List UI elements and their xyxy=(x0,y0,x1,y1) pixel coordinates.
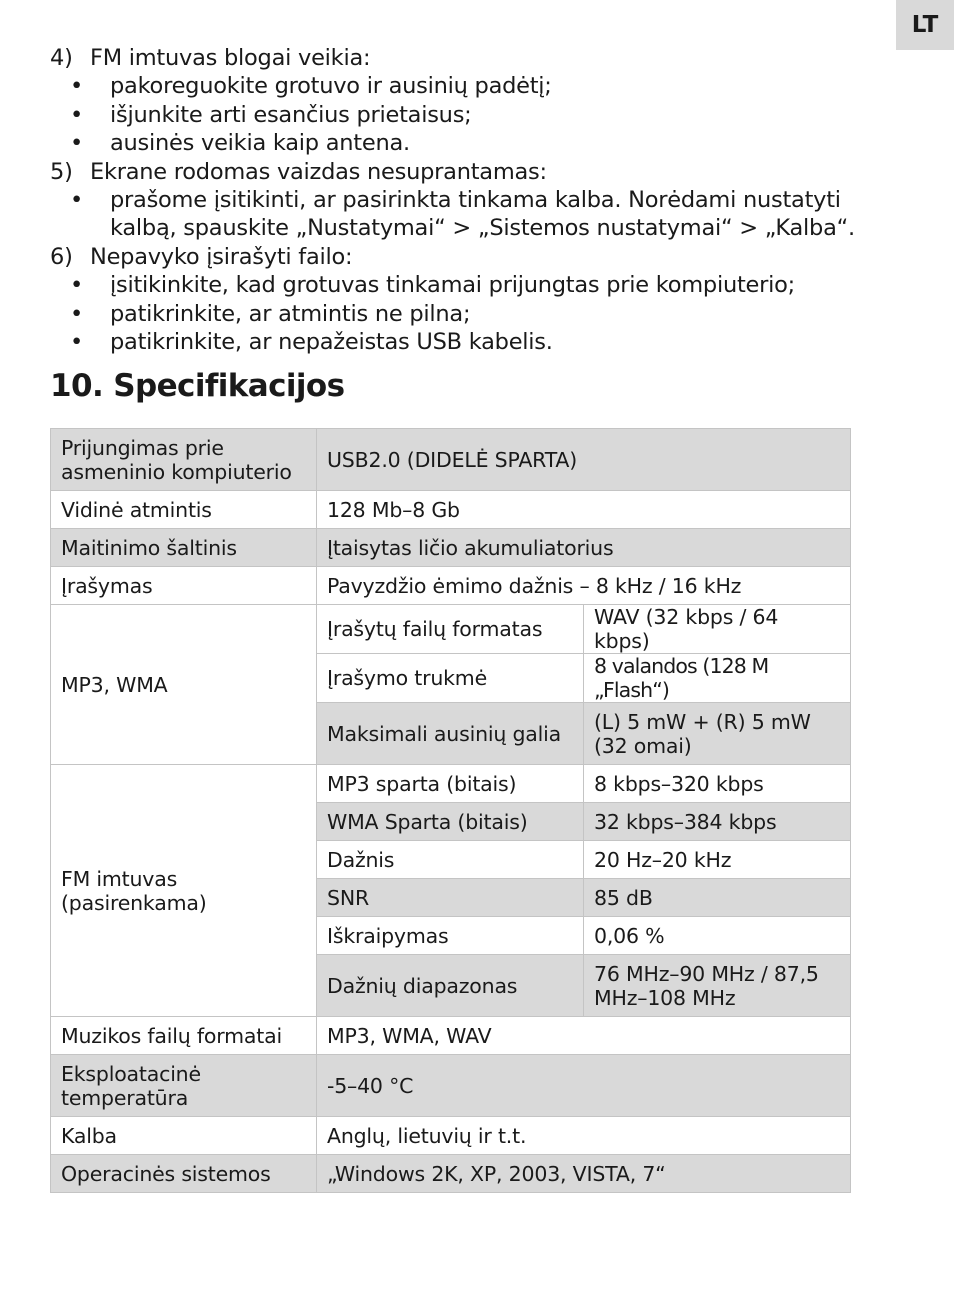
language-tab: LT xyxy=(896,0,954,50)
spec-label: Vidinė atmintis xyxy=(51,491,317,529)
list-item: • pakoreguokite grotuvo ir ausinių padėtį; xyxy=(70,73,552,100)
bullet-icon: • xyxy=(70,300,84,327)
item-4: 4) FM imtuvas blogai veikia: xyxy=(50,45,371,71)
spec-table xyxy=(50,428,851,1193)
spec-sub-label: Dažnis xyxy=(317,841,584,879)
table-row xyxy=(51,491,851,529)
bullet-icon: • xyxy=(70,272,84,299)
troubleshooting-list xyxy=(50,44,870,356)
bullet-icon: • xyxy=(70,187,84,214)
list-item: • ausinės veikia kaip antena. xyxy=(70,130,410,157)
spec-value: Pavyzdžio ėmimo dažnis – 8 kHz / 16 kHz xyxy=(317,567,851,605)
spec-sub-value: 76 MHz–90 MHz / 87,5 MHz–108 MHz xyxy=(584,955,851,1017)
table-row xyxy=(51,1017,851,1055)
item-6: 6) Nepavyko įsirašyti failo: xyxy=(50,243,353,270)
list-item: • patikrinkite, ar nepažeistas USB kabelis. xyxy=(70,329,553,356)
spec-value: Įtaisytas ličio akumuliatorius xyxy=(317,529,851,567)
table-row xyxy=(51,1117,851,1155)
bullet-icon: • xyxy=(70,73,84,100)
spec-sub-label: Iškraipymas xyxy=(317,917,584,955)
table-row xyxy=(51,605,851,654)
table-row xyxy=(51,765,851,803)
list-item: • patikrinkite, ar atmintis ne pilna; xyxy=(70,300,471,327)
bullet-icon: • xyxy=(70,101,84,128)
table-row xyxy=(51,1055,851,1117)
table-row xyxy=(51,567,851,605)
spec-label: Prijungimas prie asmeninio kompiuterio xyxy=(51,429,317,491)
spec-sub-value: 32 kbps–384 kbps xyxy=(584,803,851,841)
item-5: 5) Ekrane rodomas vaizdas nesuprantamas: xyxy=(50,158,547,185)
spec-value: MP3, WMA, WAV xyxy=(317,1017,851,1055)
spec-label: Muzikos failų formatai xyxy=(51,1017,317,1055)
table-row xyxy=(51,529,851,567)
spec-sub-label: Maksimali ausinių galia xyxy=(317,703,584,765)
spec-sub-label: MP3 sparta (bitais) xyxy=(317,765,584,803)
spec-label: Kalba xyxy=(51,1117,317,1155)
spec-value: „Windows 2K, XP, 2003, VISTA, 7“ xyxy=(317,1155,851,1193)
spec-value: Anglų, lietuvių ir t.t. xyxy=(317,1117,851,1155)
list-item: • prašome įsitikinti, ar pasirinkta tinkama kalba. Norėdami nustatyti kalbą, spauskite „Nustatymai“ > „Sistemos nustatymai“ > „Kalba“. xyxy=(70,187,855,242)
list-item: • įsitikinkite, kad grotuvas tinkamai prijungtas prie kompiuterio; xyxy=(70,272,795,299)
section-title: 10. Specifikacijos xyxy=(50,368,345,404)
spec-sub-value: (L) 5 mW + (R) 5 mW (32 omai) xyxy=(584,703,851,765)
table-row xyxy=(51,429,851,491)
table-row xyxy=(51,1155,851,1193)
spec-sub-label: WMA Sparta (bitais) xyxy=(317,803,584,841)
spec-sub-value: 85 dB xyxy=(584,879,851,917)
spec-sub-value: WAV (32 kbps / 64 kbps) xyxy=(584,605,851,654)
bullet-icon: • xyxy=(70,130,84,157)
spec-label: Maitinimo šaltinis xyxy=(51,529,317,567)
spec-sub-label: Dažnių diapazonas xyxy=(317,955,584,1017)
spec-sub-label: Įrašytų failų formatas xyxy=(317,605,584,654)
spec-value: -5–40 °C xyxy=(317,1055,851,1117)
list-item: • išjunkite arti esančius prietaisus; xyxy=(70,101,472,128)
spec-label: Eksploatacinė temperatūra xyxy=(51,1055,317,1117)
spec-value: 128 Mb–8 Gb xyxy=(317,491,851,529)
spec-sub-value: 8 kbps–320 kbps xyxy=(584,765,851,803)
spec-sub-value: 0,06 % xyxy=(584,917,851,955)
spec-sub-value: 20 Hz–20 kHz xyxy=(584,841,851,879)
spec-sub-label: SNR xyxy=(317,879,584,917)
spec-sub-label: Įrašymo trukmė xyxy=(317,654,584,703)
spec-group-label: FM imtuvas (pasirenkama) xyxy=(51,765,317,1017)
spec-group-label: MP3, WMA xyxy=(51,605,317,765)
spec-label: Operacinės sistemos xyxy=(51,1155,317,1193)
spec-label: Įrašymas xyxy=(51,567,317,605)
spec-sub-value: 8 valandos (128 M „Flash“) xyxy=(584,654,851,703)
bullet-icon: • xyxy=(70,329,84,356)
spec-value: USB2.0 (DIDELĖ SPARTA) xyxy=(317,429,851,491)
